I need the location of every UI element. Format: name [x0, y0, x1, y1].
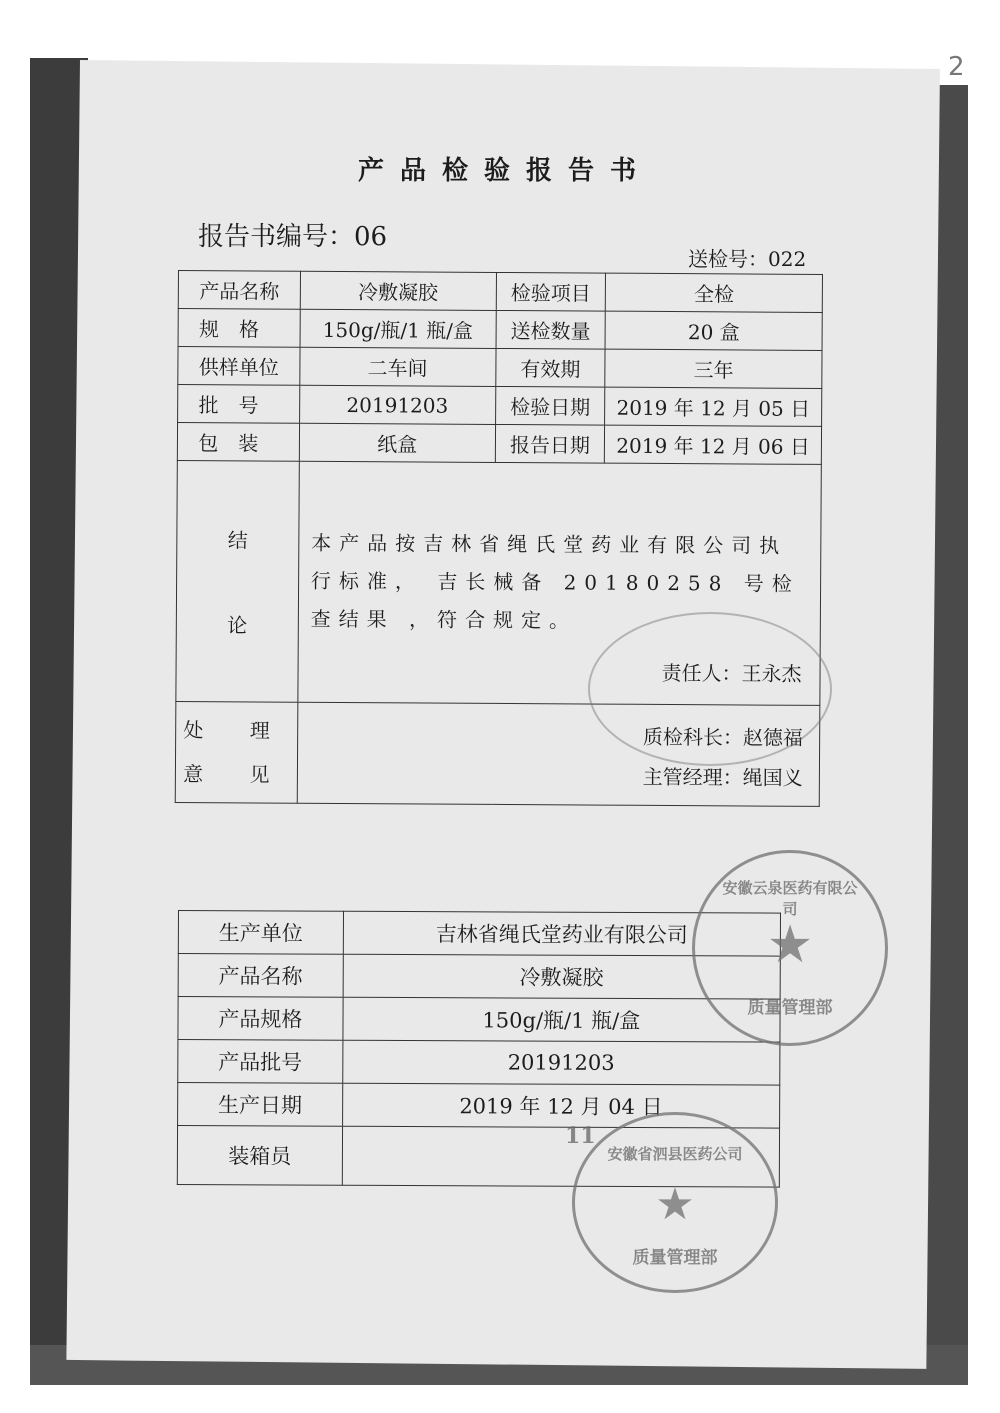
- qc-head-signature: 质检科长：赵德福: [642, 724, 804, 750]
- report-number: 报告书编号：06: [198, 222, 388, 252]
- label-inspect-date: 检验日期: [495, 386, 605, 425]
- row-value: 20191203: [342, 1040, 779, 1085]
- responsible-person: 责任人：王永杰: [661, 660, 802, 686]
- label-batch: 批号: [178, 385, 300, 424]
- seal-lower-mark: 11: [565, 1123, 596, 1149]
- label-supplier: 供样单位: [178, 347, 300, 386]
- label-spec: 规格: [178, 309, 300, 348]
- row-label: 产品规格: [178, 997, 343, 1041]
- label-inspect-item: 检验项目: [496, 272, 606, 311]
- manager-signature: 主管经理：绳国义: [642, 764, 803, 790]
- label-quantity: 送检数量: [496, 310, 606, 349]
- page-number-mark: 2: [948, 52, 965, 82]
- row-value: 2019 年 12 月 04 日: [342, 1083, 779, 1128]
- label-conclusion: [176, 460, 299, 702]
- row-value: 150g/瓶/1 瓶/盒: [343, 997, 780, 1042]
- row-value: 冷敷凝胶: [343, 954, 780, 999]
- label-product-name: 产品名称: [178, 271, 300, 310]
- conclusion-label-bottom: 论: [227, 613, 248, 638]
- value-spec: 150g/瓶/1 瓶/盒: [300, 309, 496, 348]
- row-value: 吉林省绳氏堂药业有限公司: [343, 911, 780, 956]
- row-label: 产品批号: [178, 1040, 343, 1084]
- submission-number: 送检号：022: [688, 247, 807, 271]
- value-report-date: 2019 年 12 月 06 日: [605, 425, 822, 464]
- value-supplier: 二车间: [300, 347, 496, 386]
- row-label: 装箱员: [177, 1126, 342, 1186]
- seal-lower-sub: 质量管理部: [632, 1248, 718, 1268]
- handling-label-top: 处 理: [183, 718, 290, 743]
- handling-label-bottom: 意 见: [183, 762, 290, 787]
- company-seal-stamp: [692, 850, 888, 1046]
- value-product-name: 冷敷凝胶: [300, 271, 496, 310]
- value-package: 纸盒: [299, 423, 495, 462]
- value-quantity: 20 盒: [605, 311, 822, 350]
- conclusion-text: 本产品按吉林省绳氏堂药业有限公司执行标准， 吉长械备 20180258 号检查结果 ，符合规定。: [310, 530, 800, 633]
- label-report-date: 报告日期: [495, 424, 605, 463]
- value-validity: 三年: [605, 349, 822, 388]
- star-icon: ★: [766, 915, 814, 975]
- seal-upper-text: 安徽云泉医药有限公司: [722, 879, 858, 918]
- row-label: 生产日期: [178, 1083, 343, 1127]
- faint-company-stamp: [588, 612, 832, 766]
- label-validity: 有效期: [495, 348, 605, 387]
- label-handling: [175, 701, 297, 803]
- value-batch: 20191203: [299, 385, 495, 424]
- seal-lower-text: 安徽省泗县医药公司: [607, 1145, 743, 1163]
- seal-upper-sub: 质量管理部: [747, 998, 833, 1018]
- star-icon: ★: [655, 1179, 695, 1230]
- row-label: 生产单位: [178, 911, 343, 955]
- document-title: 产品检验报告书: [358, 156, 653, 186]
- conclusion-label-top: 结: [227, 528, 248, 553]
- label-package: 包装: [177, 423, 299, 462]
- value-inspect-date: 2019 年 12 月 05 日: [605, 387, 822, 426]
- row-label: 产品名称: [178, 954, 343, 998]
- pharma-seal-stamp: [565, 1112, 778, 1293]
- value-inspect-item: 全检: [606, 273, 823, 312]
